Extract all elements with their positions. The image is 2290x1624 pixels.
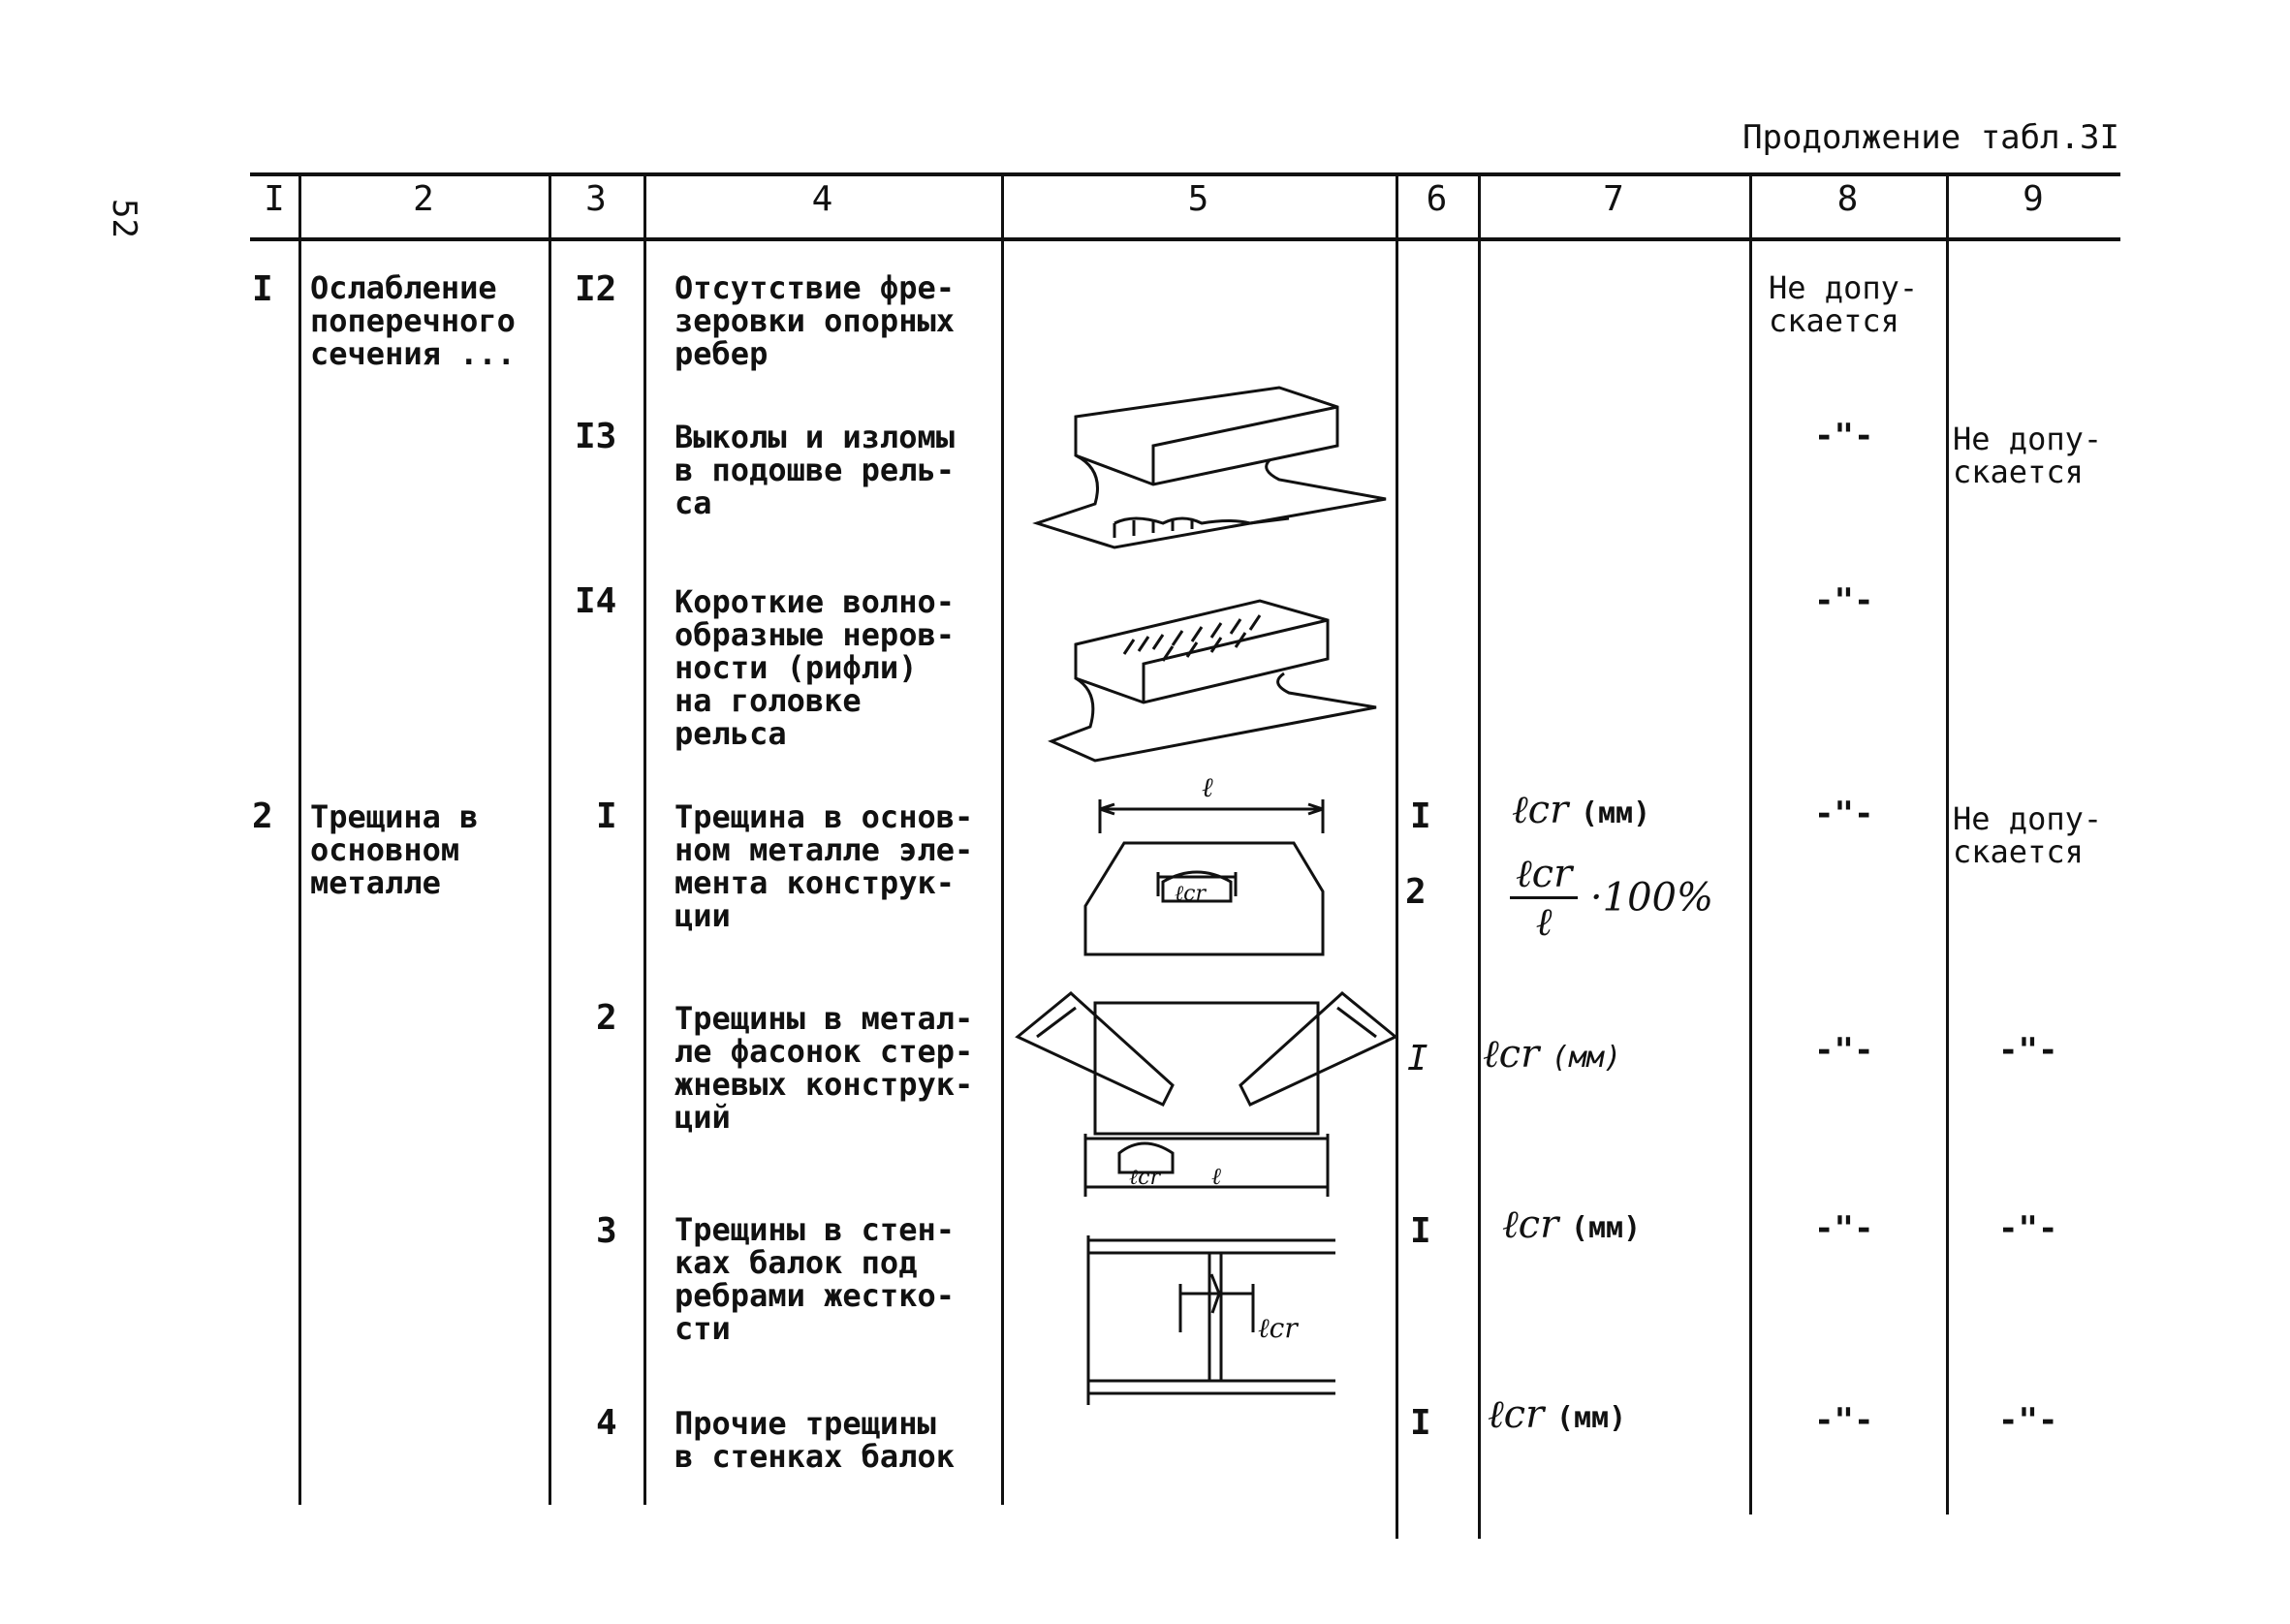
col-header-8: 8 bbox=[1836, 179, 1859, 219]
row3-col8: -"- bbox=[1814, 581, 1874, 620]
col-divider-3 bbox=[643, 172, 646, 1505]
row1-col8: Не допу- скается bbox=[1769, 269, 1919, 339]
row2-item-number: I3 bbox=[575, 417, 617, 456]
table-caption: Продолжение табл.3I bbox=[1742, 118, 2119, 157]
rail-chipped-foot-figure bbox=[1037, 378, 1396, 552]
row5-col9: -"- bbox=[1998, 1031, 2058, 1070]
col-header-4: 4 bbox=[811, 179, 833, 219]
col-header-7: 7 bbox=[1603, 179, 1624, 219]
row2-col8: -"- bbox=[1814, 417, 1874, 455]
formula-symbol: ℓcr bbox=[1483, 1032, 1540, 1077]
row2-description: Выколы и изломы в подошве рель- са bbox=[674, 419, 955, 521]
row4-formula-2 bbox=[1510, 851, 1713, 945]
col-divider-2 bbox=[549, 172, 551, 1505]
row6-description: Трещины в стен- ках балок под ребрами жестко- сти bbox=[674, 1211, 955, 1347]
fraction-numerator: ℓcr bbox=[1510, 851, 1578, 899]
formula-symbol: ℓcr bbox=[1488, 1392, 1545, 1437]
row4-col9: Не допу- скается bbox=[1953, 800, 2103, 870]
col-header-2: 2 bbox=[413, 179, 434, 219]
crack-in-base-metal-figure bbox=[1081, 771, 1342, 959]
row5-item-number: 2 bbox=[596, 998, 617, 1038]
row4-col6-a: I bbox=[1410, 796, 1431, 836]
gusset-crack-figure bbox=[1018, 979, 1396, 1202]
row4-defect-group: Трещина в основном металле bbox=[310, 798, 479, 901]
formula-unit: (мм) bbox=[1555, 1401, 1627, 1435]
row7-col6: I bbox=[1410, 1403, 1431, 1443]
formula-unit: (мм) bbox=[1570, 1211, 1642, 1245]
row4-group-number: 2 bbox=[252, 796, 273, 836]
header-top-rule bbox=[250, 172, 2120, 176]
row5-col8: -"- bbox=[1814, 1031, 1874, 1070]
row3-item-number: I4 bbox=[575, 581, 617, 621]
row5-description: Трещины в метал- ле фасонок стер- жневых конструк- ций bbox=[674, 1000, 974, 1136]
crack-label: ℓcr bbox=[1258, 1312, 1298, 1344]
row5-formula bbox=[1483, 1031, 1621, 1077]
row6-col6: I bbox=[1410, 1211, 1431, 1251]
row7-item-number: 4 bbox=[596, 1403, 617, 1443]
row4-description: Трещина в основ- ном металле эле- мента конструк- ции bbox=[674, 798, 974, 934]
col-header-3: 3 bbox=[585, 179, 607, 219]
row2-col9: Не допу- скается bbox=[1953, 421, 2103, 490]
col-divider-7 bbox=[1749, 172, 1752, 1515]
crack-label: ℓcr bbox=[1175, 882, 1207, 906]
col-header-1: I bbox=[264, 179, 285, 219]
row5-col6: I bbox=[1407, 1039, 1428, 1078]
row1-description: Отсутствие фре- зеровки опорных ребер bbox=[674, 269, 955, 372]
row6-col8: -"- bbox=[1814, 1209, 1874, 1248]
row7-formula bbox=[1488, 1391, 1626, 1437]
row1-defect-group: Ослабление поперечного сечения ... bbox=[310, 269, 516, 372]
row7-description: Прочие трещины в стенках балок bbox=[674, 1405, 955, 1475]
length-label: ℓ bbox=[1202, 771, 1213, 803]
header-bottom-rule bbox=[250, 237, 2120, 241]
formula-unit: (мм) bbox=[1580, 796, 1651, 830]
formula-symbol: ℓcr bbox=[1512, 788, 1569, 832]
row3-description: Короткие волно- образные неров- ности (рифли) на головке рельса bbox=[674, 583, 955, 752]
col-header-6: 6 bbox=[1426, 179, 1448, 219]
web-crack-figure bbox=[1083, 1235, 1345, 1410]
row6-item-number: 3 bbox=[596, 1211, 617, 1251]
row7-col9: -"- bbox=[1998, 1401, 2058, 1440]
fraction-denominator: ℓ bbox=[1535, 900, 1553, 945]
formula-tail: ·100% bbox=[1589, 875, 1713, 921]
row1-item-number: I2 bbox=[575, 269, 617, 309]
col-divider-8 bbox=[1946, 172, 1949, 1515]
col-header-9: 9 bbox=[2023, 179, 2044, 219]
row1-group-number: I bbox=[252, 269, 273, 309]
col-divider-4 bbox=[1001, 172, 1004, 1505]
formula-symbol: ℓcr bbox=[1502, 1202, 1559, 1247]
formula-unit: (мм) bbox=[1551, 1041, 1622, 1075]
row4-col8: -"- bbox=[1814, 795, 1874, 833]
row6-formula bbox=[1502, 1202, 1641, 1247]
col-divider-5 bbox=[1396, 172, 1398, 1539]
col-header-5: 5 bbox=[1187, 179, 1209, 219]
row4-col6-b: 2 bbox=[1405, 872, 1427, 912]
crack-label: ℓcr bbox=[1129, 1166, 1161, 1190]
col-divider-1 bbox=[298, 172, 301, 1505]
col-divider-6 bbox=[1478, 172, 1481, 1539]
row6-col9: -"- bbox=[1998, 1209, 2058, 1248]
rail-corrugation-figure bbox=[1047, 581, 1396, 775]
row4-item-number: I bbox=[596, 796, 617, 836]
row4-formula-1 bbox=[1512, 787, 1650, 832]
length-label: ℓ bbox=[1211, 1163, 1221, 1190]
page-number: 52 bbox=[105, 199, 143, 238]
row7-col8: -"- bbox=[1814, 1401, 1874, 1440]
